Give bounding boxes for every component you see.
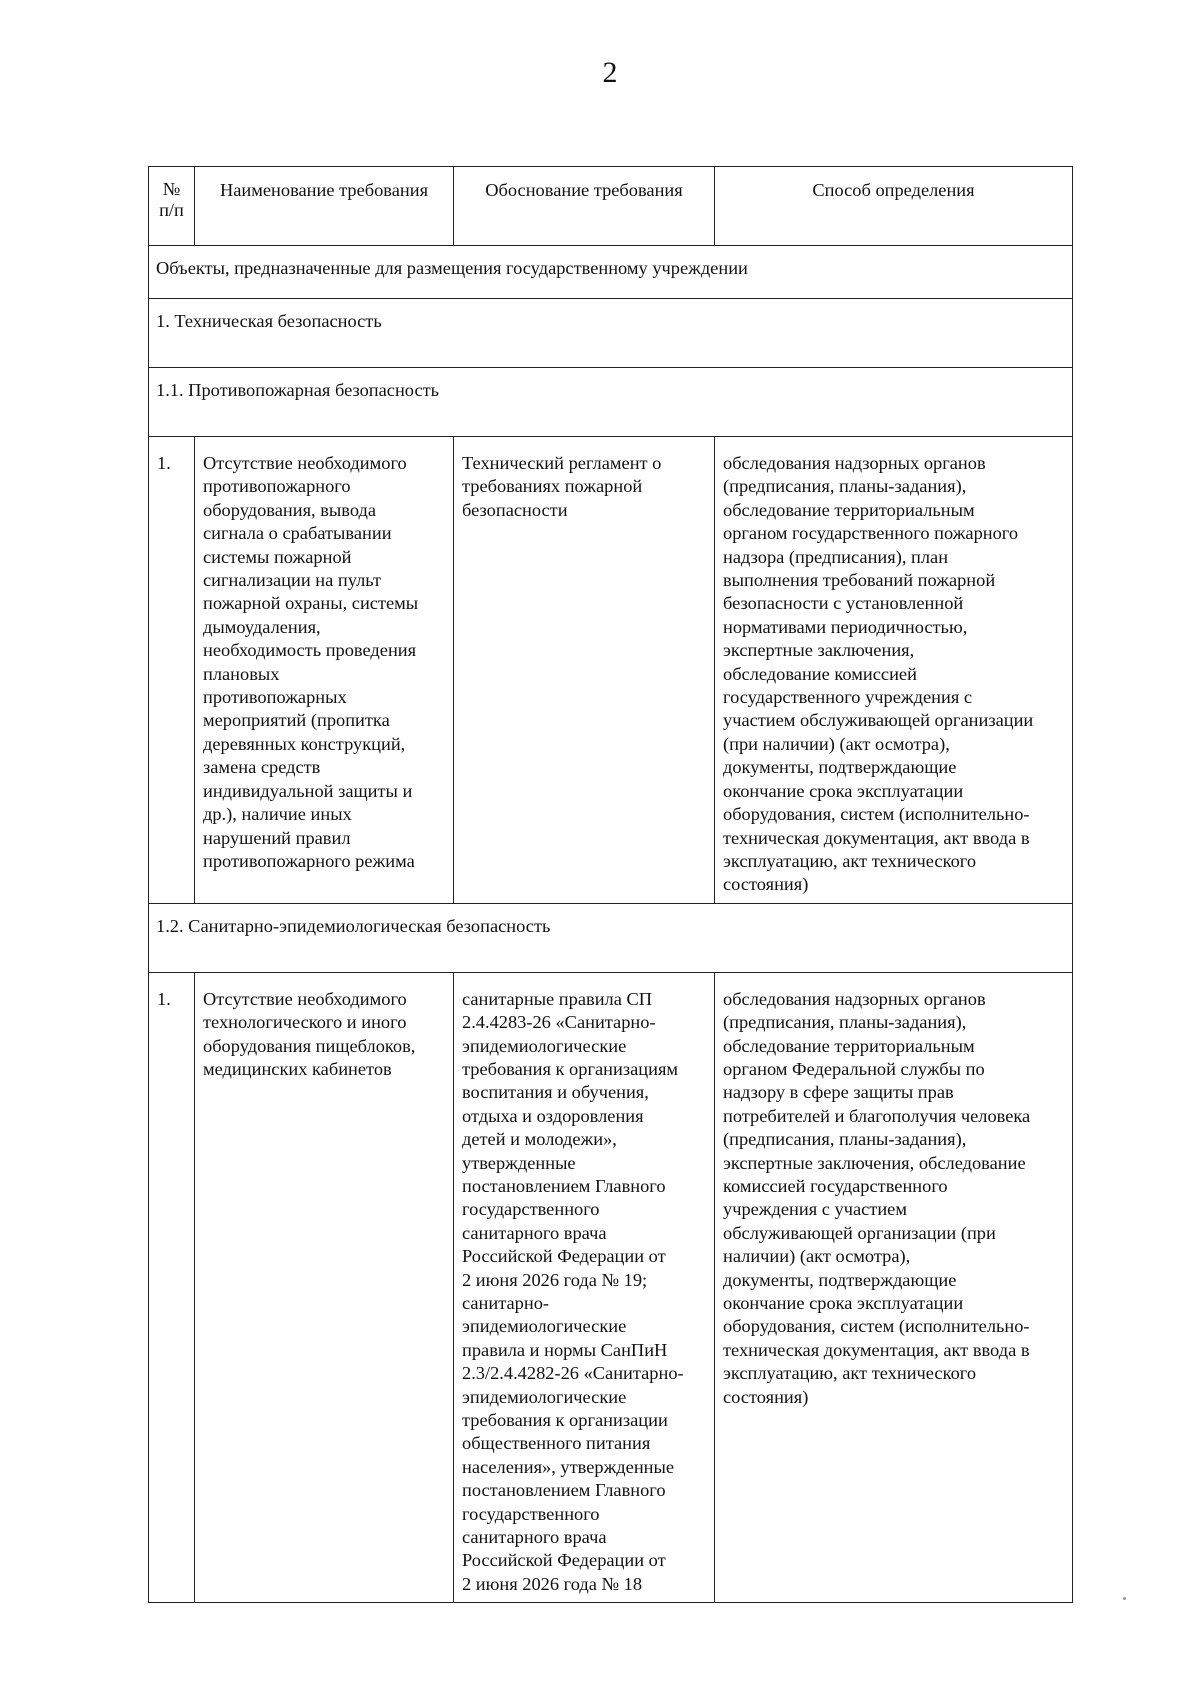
- section-row-objects: [149, 246, 1073, 299]
- determination-method-cell: обследования надзорных органов (предписания, планы-задания), обследование территориальным органом государственного пожарного надзора (предписания), план выполнения требований пожарной безопасности с установленной нормативами периодичностью, экспертные заключения, обследование комиссией государственного учреждения с участием обслуживающей организации (при наличии) (акт осмотра), документы, подтверждающие окончание срока эксплуатации оборудования, систем (исполнительно- техническая документация, акт ввода в эксплуатацию, акт технического состояния): [715, 437, 1073, 904]
- header-requirement-basis: Обоснование требования: [454, 167, 715, 246]
- table-row-sanitary-requirement: [149, 972, 1073, 1603]
- requirement-basis-cell: Технический регламент о требованиях пожарной безопасности: [454, 437, 715, 904]
- section-title-technical: 1. Техническая безопасность: [149, 299, 1073, 368]
- requirement-name-cell: Отсутствие необходимого технологического и иного оборудования пищеблоков, медицинских кабинетов: [195, 972, 454, 1603]
- header-requirement-name: Наименование требования: [195, 167, 454, 246]
- section-title-fire: 1.1. Противопожарная безопасность: [149, 368, 1073, 437]
- section-row-fire: [149, 368, 1073, 437]
- determination-method-cell: обследования надзорных органов (предписания, планы-задания), обследование территориальным органом Федеральной службы по надзору в сфере защиты прав потребителей и благополучия человека (предписания, планы-задания), экспертные заключения, обследование комиссией государственного учреждения с участием обслуживающей организации (при наличии) (акт осмотра), документы, подтверждающие окончание срока эксплуатации оборудования, систем (исполнительно- техническая документация, акт ввода в эксплуатацию, акт технического состояния): [715, 972, 1073, 1603]
- requirements-table: [148, 166, 1073, 1603]
- requirement-basis-cell: санитарные правила СП 2.4.4283-26 «Санитарно- эпидемиологические требования к организациям воспитания и обучения, отдыха и оздоровления детей и молодежи», утвержденные постановлением Главного государственного санитарного врача Российской Федерации от 2 июня 2026 года № 19; санитарно- эпидемиологические правила и нормы СанПиН 2.3/2.4.4282-26 «Санитарно- эпидемиологические требования к организации общественного питания населения», утвержденные постановлением Главного государственного санитарного врача Российской Федерации от 2 июня 2026 года № 18: [454, 972, 715, 1603]
- header-determination-method: Способ определения: [715, 167, 1073, 246]
- page-number: 2: [602, 56, 618, 89]
- row-number: 1.: [149, 972, 195, 1603]
- requirement-name-cell: Отсутствие необходимого противопожарного оборудования, вывода сигнала о срабатывании системы пожарной сигнализации на пульт пожарной охраны, системы дымоудаления, необходимость проведения плановых противопожарных мероприятий (пропитка деревянных конструкций, замена средств индивидуальной защиты и др.), наличие иных нарушений правил противопожарного режима: [195, 437, 454, 904]
- scan-speck: [1123, 1597, 1126, 1600]
- section-title-sanitary: 1.2. Санитарно-эпидемиологическая безопасность: [149, 903, 1073, 972]
- section-title-objects: Объекты, предназначенные для размещения государственному учреждении: [149, 246, 1073, 299]
- header-number: № п/п: [149, 167, 195, 246]
- section-row-technical: [149, 299, 1073, 368]
- row-number: 1.: [149, 437, 195, 904]
- table-header-row: [149, 167, 1073, 246]
- section-row-sanitary: [149, 903, 1073, 972]
- table-row-fire-requirement: [149, 437, 1073, 904]
